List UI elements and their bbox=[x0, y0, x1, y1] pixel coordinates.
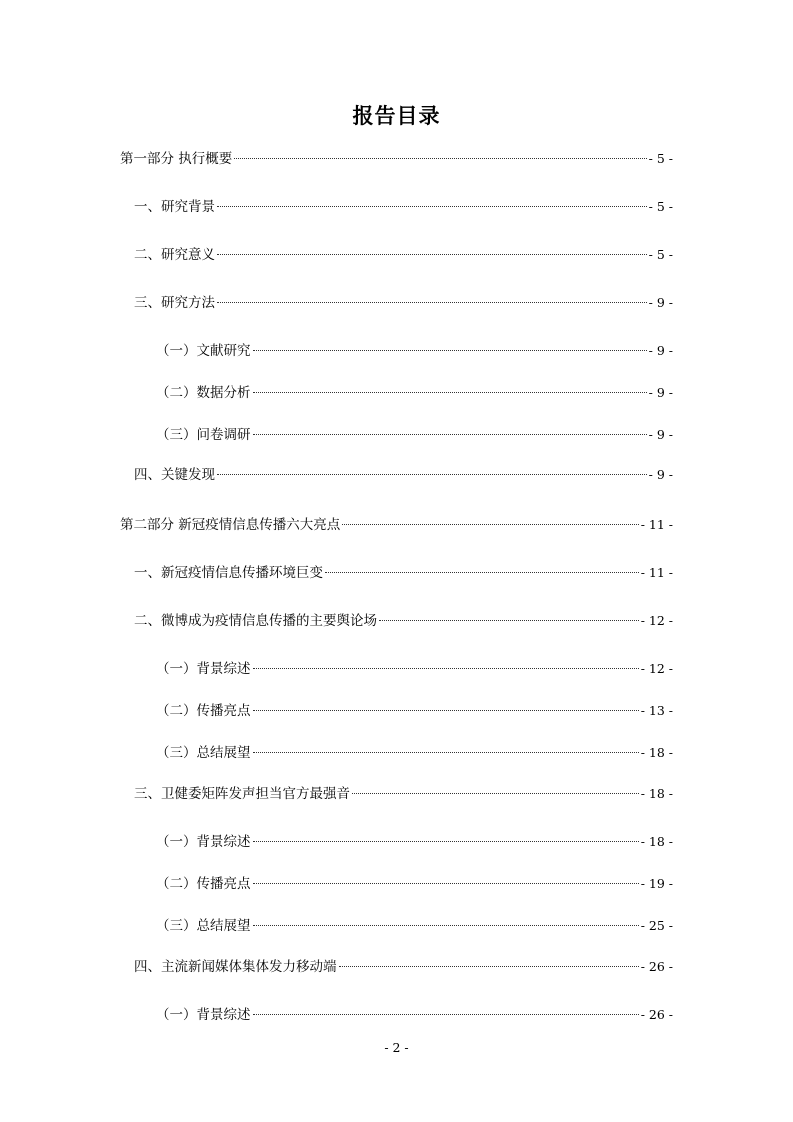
toc-entry-page: - 5 - bbox=[648, 199, 673, 214]
toc-entry-page: - 26 - bbox=[640, 959, 673, 974]
toc-entry-label: 四、关键发现 bbox=[134, 467, 215, 483]
toc-entry-label: （三）问卷调研 bbox=[156, 427, 251, 443]
page-number: - 2 - bbox=[384, 1040, 409, 1055]
toc-entry-research-significance[interactable] bbox=[134, 246, 673, 264]
toc-entry-page: - 12 - bbox=[640, 661, 673, 676]
toc-entry-commission-outlook[interactable] bbox=[156, 917, 673, 935]
dot-leader bbox=[253, 710, 639, 711]
dot-leader bbox=[342, 524, 638, 525]
toc-entry-label: （二）传播亮点 bbox=[156, 703, 251, 719]
toc-entry-label: （三）总结展望 bbox=[156, 918, 251, 934]
dot-leader bbox=[253, 883, 639, 884]
dot-leader bbox=[253, 350, 647, 351]
toc-entry-health-commission[interactable] bbox=[134, 785, 673, 803]
toc-entry-label: 三、卫健委矩阵发声担当官方最强音 bbox=[134, 786, 350, 802]
toc-entry-label: 一、研究背景 bbox=[134, 199, 215, 215]
toc-entry-label: 一、新冠疫情信息传播环境巨变 bbox=[134, 565, 323, 581]
dot-leader bbox=[217, 206, 647, 207]
toc-entry-page: - 5 - bbox=[648, 247, 673, 262]
toc-entry-label: 二、微博成为疫情信息传播的主要舆论场 bbox=[134, 613, 377, 629]
toc-entry-environment-change[interactable] bbox=[134, 564, 673, 582]
toc-entry-label: 三、研究方法 bbox=[134, 295, 215, 311]
toc-entry-page: - 18 - bbox=[640, 834, 673, 849]
toc-entry-weibo-highlights[interactable] bbox=[156, 702, 673, 720]
toc-entry-key-findings[interactable] bbox=[134, 466, 673, 484]
toc-entry-label: （三）总结展望 bbox=[156, 745, 251, 761]
dot-leader bbox=[253, 841, 639, 842]
toc-entry-commission-highlights[interactable] bbox=[156, 875, 673, 893]
toc-entry-label: （一）背景综述 bbox=[156, 834, 251, 850]
toc-entry-label: （一）背景综述 bbox=[156, 1007, 251, 1023]
toc-entry-label: （二）传播亮点 bbox=[156, 876, 251, 892]
toc-entry-page: - 18 - bbox=[640, 745, 673, 760]
dot-leader bbox=[253, 925, 639, 926]
toc-entry-page: - 9 - bbox=[648, 467, 673, 482]
toc-entry-part2[interactable] bbox=[120, 516, 673, 534]
dot-leader bbox=[325, 572, 639, 573]
toc-entry-page: - 18 - bbox=[640, 786, 673, 801]
toc-entry-research-background[interactable] bbox=[134, 198, 673, 216]
toc-entry-page: - 13 - bbox=[640, 703, 673, 718]
toc-entry-label: 二、研究意义 bbox=[134, 247, 215, 263]
toc-entry-page: - 25 - bbox=[640, 918, 673, 933]
toc-entry-label: （一）文献研究 bbox=[156, 343, 251, 359]
toc-entry-label: 第二部分 新冠疫情信息传播六大亮点 bbox=[120, 517, 341, 533]
toc-entry-page: - 11 - bbox=[640, 565, 673, 580]
toc-entry-part1[interactable] bbox=[120, 150, 673, 168]
toc-entry-research-methods[interactable] bbox=[134, 294, 673, 312]
toc-entry-label: 第一部分 执行概要 bbox=[120, 151, 233, 167]
dot-leader bbox=[339, 966, 639, 967]
toc-entry-page: - 5 - bbox=[648, 151, 673, 166]
toc-entry-label: 四、主流新闻媒体集体发力移动端 bbox=[134, 959, 337, 975]
toc-entry-commission-background[interactable] bbox=[156, 833, 673, 851]
toc-entry-literature-research[interactable] bbox=[156, 342, 673, 360]
dot-leader bbox=[234, 158, 646, 159]
toc-entry-weibo[interactable] bbox=[134, 612, 673, 630]
toc-entry-page: - 9 - bbox=[648, 343, 673, 358]
toc-entry-page: - 9 - bbox=[648, 295, 673, 310]
dot-leader bbox=[253, 392, 647, 393]
dot-leader bbox=[379, 620, 639, 621]
dot-leader bbox=[253, 434, 647, 435]
dot-leader bbox=[352, 793, 639, 794]
dot-leader bbox=[217, 254, 647, 255]
toc-entry-mainstream-media[interactable] bbox=[134, 958, 673, 976]
toc-entry-page: - 19 - bbox=[640, 876, 673, 891]
toc-entry-page: - 26 - bbox=[640, 1007, 673, 1022]
dot-leader bbox=[253, 1014, 639, 1015]
toc-entry-media-background[interactable] bbox=[156, 1006, 673, 1024]
dot-leader bbox=[217, 302, 647, 303]
dot-leader bbox=[253, 668, 639, 669]
dot-leader bbox=[217, 474, 647, 475]
toc-title: 报告目录 bbox=[352, 104, 441, 128]
toc-entry-page: - 11 - bbox=[640, 517, 673, 532]
toc-entry-data-analysis[interactable] bbox=[156, 384, 673, 402]
toc-entry-survey[interactable] bbox=[156, 426, 673, 444]
toc-entry-label: （二）数据分析 bbox=[156, 385, 251, 401]
toc-entry-weibo-background[interactable] bbox=[156, 660, 673, 678]
toc-entry-page: - 9 - bbox=[648, 427, 673, 442]
dot-leader bbox=[253, 752, 639, 753]
toc-entry-weibo-outlook[interactable] bbox=[156, 744, 673, 762]
toc-entry-page: - 12 - bbox=[640, 613, 673, 628]
toc-entry-label: （一）背景综述 bbox=[156, 661, 251, 677]
toc-entry-page: - 9 - bbox=[648, 385, 673, 400]
